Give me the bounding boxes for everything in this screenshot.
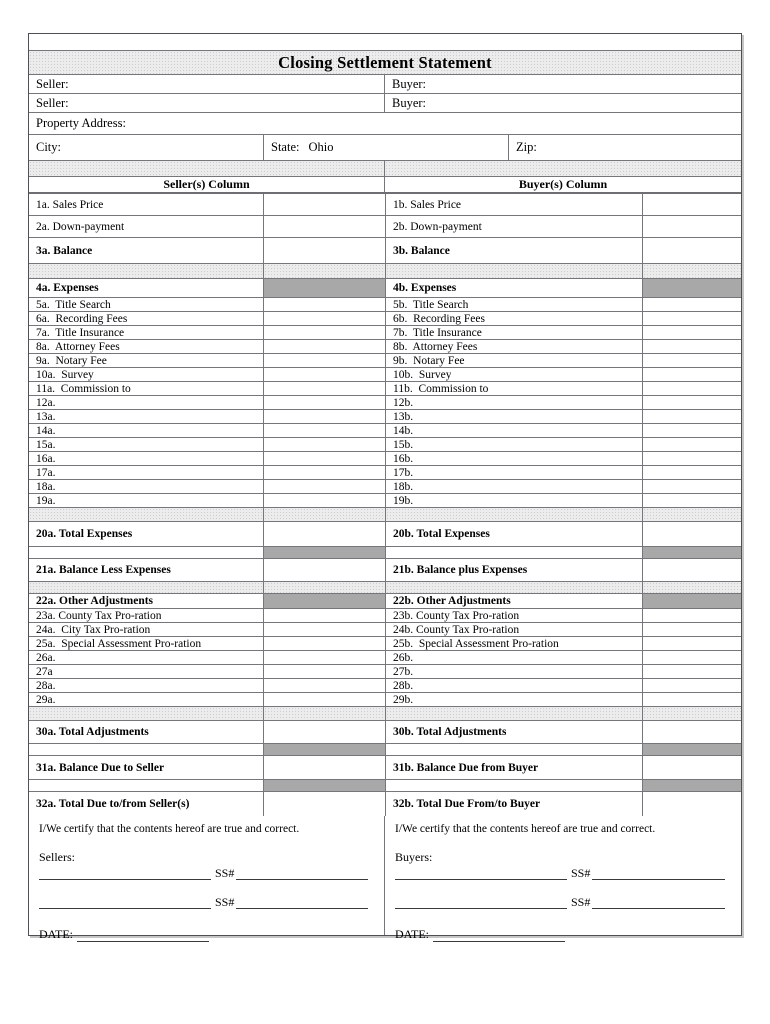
seller-amount-cell[interactable] [264, 522, 386, 546]
table-row [29, 480, 741, 494]
seller-amount-cell[interactable] [264, 665, 386, 678]
table-row [29, 721, 741, 744]
ss-label: SS# [571, 895, 591, 909]
spacer-cell [643, 707, 741, 720]
table-row [29, 508, 741, 522]
table-row [29, 780, 741, 792]
seller-item-label: 18a. [29, 480, 264, 493]
table-row [29, 438, 741, 452]
seller-ss-field-2[interactable] [236, 897, 368, 909]
seller-item-label: 6a. Recording Fees [29, 312, 264, 325]
buyer-amount-cell[interactable] [643, 494, 741, 507]
buyer-item-label: 25b. Special Assessment Pro-ration [386, 637, 643, 650]
buyer-amount-cell-shaded [643, 547, 741, 558]
seller-amount-cell[interactable] [264, 382, 386, 395]
seller-item-label: 20a. Total Expenses [29, 522, 264, 546]
table-row [29, 194, 741, 216]
spacer-cell [264, 582, 386, 593]
seller-amount-cell[interactable] [264, 452, 386, 465]
seller-amount-cell[interactable] [264, 756, 386, 779]
table-row [29, 582, 741, 594]
buyer-1-cell [385, 75, 741, 93]
ss-label: SS# [215, 866, 235, 880]
seller-label: Seller: [36, 76, 69, 91]
seller-amount-cell[interactable] [264, 651, 386, 664]
spacer-cell [643, 264, 741, 278]
buyer-amount-cell[interactable] [643, 665, 741, 678]
table-row [29, 756, 741, 780]
seller-item-label: 3a. Balance [29, 238, 264, 263]
buyer-item-label: 21b. Balance plus Expenses [386, 559, 643, 581]
table-row [29, 298, 741, 312]
city-label: City: [36, 140, 62, 154]
buyer-amount-cell[interactable] [643, 410, 741, 423]
table-row [29, 679, 741, 693]
seller-certification [29, 816, 385, 941]
spacer-cell [643, 582, 741, 593]
seller-item-label: 4a. Expenses [29, 279, 264, 297]
seller-item-label: 15a. [29, 438, 264, 451]
spacer-cell [264, 264, 386, 278]
buyer-blank-label [386, 744, 643, 755]
spacer-cell [29, 161, 385, 176]
table-row [29, 238, 741, 264]
table-row [29, 396, 741, 410]
seller-amount-cell[interactable] [264, 438, 386, 451]
buyer-amount-cell[interactable] [643, 480, 741, 493]
seller-item-label: 27a [29, 665, 264, 678]
buyer-item-label: 28b. [386, 679, 643, 692]
seller-item-label: 12a. [29, 396, 264, 409]
buyer-certification [385, 816, 741, 941]
buyer-label: Buyer: [392, 76, 427, 91]
buyer-blank-label [386, 547, 643, 558]
buyer-item-label: 24b. County Tax Pro-ration [386, 623, 643, 636]
buyer-signature-line-1[interactable] [395, 868, 567, 880]
buyer-amount-cell[interactable] [643, 559, 741, 581]
property-address-label: Property Address: [36, 116, 126, 130]
seller-amount-cell[interactable] [264, 368, 386, 381]
spacer-cell [386, 264, 643, 278]
seller-amount-cell-shaded [264, 594, 386, 608]
property-address-field[interactable] [126, 113, 741, 134]
table-row [29, 693, 741, 707]
seller-amount-cell[interactable] [264, 480, 386, 493]
buyer-amount-cell[interactable] [643, 609, 741, 622]
buyer-item-label: 11b. Commission to [386, 382, 643, 395]
buyer-name-field-2[interactable] [426, 94, 741, 112]
table-row [29, 354, 741, 368]
buyer-item-label: 1b. Sales Price [386, 194, 643, 215]
buyer-amount-cell[interactable] [643, 637, 741, 650]
seller-amount-cell[interactable] [264, 693, 386, 706]
buyer-item-label: 12b. [386, 396, 643, 409]
seller-item-label: 22a. Other Adjustments [29, 594, 264, 608]
spacer-row [29, 161, 741, 177]
seller-2-cell [29, 94, 385, 112]
column-header-row [29, 177, 741, 194]
buyer-amount-cell-shaded [643, 744, 741, 755]
city-field[interactable] [61, 135, 263, 160]
buyer-item-label: 19b. [386, 494, 643, 507]
buyer-amount-cell[interactable] [643, 340, 741, 353]
buyer-amount-cell[interactable] [643, 354, 741, 367]
buyer-item-label: 14b. [386, 424, 643, 437]
date-label: DATE: [39, 927, 73, 941]
seller-amount-cell[interactable] [264, 312, 386, 325]
buyer-amount-cell[interactable] [643, 368, 741, 381]
seller-column-header: Seller(s) Column [29, 177, 385, 192]
buyer-amount-cell[interactable] [643, 326, 741, 339]
seller-signature-row-1 [39, 866, 374, 880]
seller-ss-field-1[interactable] [236, 868, 368, 880]
ss-label: SS# [571, 866, 591, 880]
seller-amount-cell[interactable] [264, 679, 386, 692]
buyer-name-field-1[interactable] [426, 75, 741, 93]
table-row [29, 651, 741, 665]
seller-item-label: 13a. [29, 410, 264, 423]
spacer-cell [386, 582, 643, 593]
buyer-item-label: 10b. Survey [386, 368, 643, 381]
seller-signature-line-2[interactable] [39, 897, 211, 909]
seller-item-label: 24a. City Tax Pro-ration [29, 623, 264, 636]
buyer-amount-cell[interactable] [643, 382, 741, 395]
table-row [29, 547, 741, 559]
seller-item-label: 1a. Sales Price [29, 194, 264, 215]
seller-amount-cell[interactable] [264, 354, 386, 367]
buyer-amount-cell[interactable] [643, 194, 741, 215]
buyer-item-label: 2b. Down-payment [386, 216, 643, 237]
seller-item-label: 23a. County Tax Pro-ration [29, 609, 264, 622]
title-bar [29, 51, 741, 75]
table-row [29, 609, 741, 623]
table-row [29, 466, 741, 480]
buyer-item-label: 4b. Expenses [386, 279, 643, 297]
property-address-row [29, 113, 741, 135]
seller-item-label: 17a. [29, 466, 264, 479]
seller-item-label: 7a. Title Insurance [29, 326, 264, 339]
buyer-blank-label [386, 780, 643, 791]
buyer-ss-field-1[interactable] [592, 868, 725, 880]
seller-blank-label [29, 744, 264, 755]
buyer-amount-cell[interactable] [643, 721, 741, 743]
buyer-date-row [395, 927, 731, 942]
seller-amount-cell[interactable] [264, 792, 386, 816]
seller-amount-cell[interactable] [264, 466, 386, 479]
buyer-item-label: 31b. Balance Due from Buyer [386, 756, 643, 779]
buyers-label: Buyers: [395, 850, 433, 864]
table-row [29, 326, 741, 340]
seller-amount-cell[interactable] [264, 298, 386, 311]
table-row [29, 707, 741, 721]
table-row [29, 744, 741, 756]
seller-label: Seller: [36, 95, 69, 110]
table-row [29, 424, 741, 438]
buyer-item-label: 5b. Title Search [386, 298, 643, 311]
spacer-cell [386, 508, 643, 521]
buyer-amount-cell-shaded [643, 279, 741, 297]
buyer-amount-cell[interactable] [643, 623, 741, 636]
seller-item-label: 25a. Special Assessment Pro-ration [29, 637, 264, 650]
buyer-item-label: 15b. [386, 438, 643, 451]
buyer-amount-cell[interactable] [643, 424, 741, 437]
seller-item-label: 19a. [29, 494, 264, 507]
line-items-table [29, 194, 741, 816]
buyer-amount-cell[interactable] [643, 651, 741, 664]
buyer-signature-row-2 [395, 895, 731, 909]
buyer-amount-cell[interactable] [643, 693, 741, 706]
buyer-signature-line-2[interactable] [395, 897, 567, 909]
spacer-cell [29, 582, 264, 593]
seller-name-field-2[interactable] [69, 94, 384, 112]
buyer-amount-cell[interactable] [643, 756, 741, 779]
table-row [29, 216, 741, 238]
seller-item-label: 5a. Title Search [29, 298, 264, 311]
buyer-amount-cell[interactable] [643, 298, 741, 311]
buyer-amount-cell-shaded [643, 594, 741, 608]
seller-amount-cell-shaded [264, 744, 386, 755]
table-row [29, 792, 741, 816]
seller-amount-cell[interactable] [264, 340, 386, 353]
buyer-amount-cell[interactable] [643, 452, 741, 465]
buyer-item-label: 23b. County Tax Pro-ration [386, 609, 643, 622]
seller-item-label: 11a. Commission to [29, 382, 264, 395]
buyer-item-label: 6b. Recording Fees [386, 312, 643, 325]
buyer-2-cell [385, 94, 741, 112]
buyer-item-label: 26b. [386, 651, 643, 664]
table-row [29, 665, 741, 679]
buyer-certification-content [385, 816, 741, 942]
seller-name-field-1[interactable] [69, 75, 384, 93]
buyer-amount-cell[interactable] [643, 679, 741, 692]
seller-amount-cell[interactable] [264, 238, 386, 263]
seller-amount-cell[interactable] [264, 494, 386, 507]
spacer-cell [29, 264, 264, 278]
state-label: State: [271, 140, 300, 154]
seller-item-label: 30a. Total Adjustments [29, 721, 264, 743]
buyer-amount-cell[interactable] [643, 396, 741, 409]
buyer-item-label: 22b. Other Adjustments [386, 594, 643, 608]
seller-item-label: 10a. Survey [29, 368, 264, 381]
certification-statement: I/We certify that the contents hereof are true and correct. [39, 823, 300, 835]
seller-item-label: 21a. Balance Less Expenses [29, 559, 264, 581]
spacer-cell [643, 508, 741, 521]
state-cell [264, 135, 509, 160]
seller-amount-cell[interactable] [264, 637, 386, 650]
table-row [29, 279, 741, 298]
table-row [29, 410, 741, 424]
seller-blank-label [29, 780, 264, 791]
sellers-label: Sellers: [39, 850, 75, 864]
buyer-item-label: 29b. [386, 693, 643, 706]
buyer-signature-row-1 [395, 866, 731, 880]
buyer-item-label: 13b. [386, 410, 643, 423]
table-row [29, 264, 741, 279]
table-row [29, 452, 741, 466]
buyer-amount-cell[interactable] [643, 238, 741, 263]
blank-top-row [29, 34, 741, 51]
certification-statement: I/We certify that the contents hereof are true and correct. [395, 823, 656, 835]
page-title: Closing Settlement Statement [278, 52, 492, 72]
seller-amount-cell[interactable] [264, 194, 386, 215]
seller-amount-cell-shaded [264, 780, 386, 791]
seller-amount-cell[interactable] [264, 721, 386, 743]
seller-item-label: 2a. Down-payment [29, 216, 264, 237]
seller-item-label: 16a. [29, 452, 264, 465]
seller-item-label: 26a. [29, 651, 264, 664]
zip-label: Zip: [516, 140, 537, 154]
table-row [29, 559, 741, 582]
party-row-2 [29, 94, 741, 113]
seller-amount-cell[interactable] [264, 326, 386, 339]
seller-item-label: 8a. Attorney Fees [29, 340, 264, 353]
buyer-column-header: Buyer(s) Column [518, 177, 608, 191]
seller-date-row [39, 927, 374, 942]
buyer-item-label: 7b. Title Insurance [386, 326, 643, 339]
table-row [29, 494, 741, 508]
seller-amount-cell[interactable] [264, 216, 386, 237]
buyer-item-label: 16b. [386, 452, 643, 465]
buyer-amount-cell-shaded [643, 780, 741, 791]
seller-certification-content [29, 816, 384, 942]
buyer-amount-cell[interactable] [643, 216, 741, 237]
seller-signature-row-2 [39, 895, 374, 909]
zip-cell [509, 135, 741, 160]
seller-item-label: 9a. Notary Fee [29, 354, 264, 367]
seller-amount-cell-shaded [264, 547, 386, 558]
spacer-cell [264, 707, 386, 720]
buyer-item-label: 27b. [386, 665, 643, 678]
spacer-cell [386, 707, 643, 720]
spacer-cell [385, 161, 741, 176]
seller-amount-cell-shaded [264, 279, 386, 297]
seller-item-label: 29a. [29, 693, 264, 706]
state-value[interactable]: Ohio [308, 140, 334, 154]
settlement-form [28, 33, 742, 941]
seller-item-label: 14a. [29, 424, 264, 437]
table-row [29, 637, 741, 651]
seller-date-field[interactable] [77, 930, 209, 942]
buyer-item-label: 3b. Balance [386, 238, 643, 263]
certification-row [29, 816, 741, 941]
buyer-amount-cell[interactable] [643, 312, 741, 325]
date-label: DATE: [395, 927, 429, 941]
buyer-item-label: 9b. Notary Fee [386, 354, 643, 367]
buyer-item-label: 32b. Total Due From/to Buyer [386, 792, 643, 816]
ss-label: SS# [215, 895, 235, 909]
seller-amount-cell[interactable] [264, 623, 386, 636]
buyer-amount-cell[interactable] [643, 438, 741, 451]
spacer-cell [29, 707, 264, 720]
property-address-cell [29, 113, 741, 134]
spacer-cell [29, 508, 264, 521]
seller-amount-cell[interactable] [264, 396, 386, 409]
seller-item-label: 32a. Total Due to/from Seller(s) [29, 792, 264, 816]
buyer-amount-cell[interactable] [643, 522, 741, 546]
seller-item-label: 31a. Balance Due to Seller [29, 756, 264, 779]
city-state-zip-row [29, 135, 741, 161]
buyer-date-field[interactable] [433, 930, 565, 942]
table-row [29, 340, 741, 354]
buyer-ss-field-2[interactable] [592, 897, 725, 909]
buyer-item-label: 30b. Total Adjustments [386, 721, 643, 743]
buyer-label: Buyer: [392, 95, 427, 110]
seller-amount-cell[interactable] [264, 410, 386, 423]
table-row [29, 368, 741, 382]
table-row [29, 522, 741, 547]
table-row [29, 312, 741, 326]
city-cell [29, 135, 264, 160]
party-row-1 [29, 75, 741, 94]
buyer-amount-cell[interactable] [643, 466, 741, 479]
seller-1-cell [29, 75, 385, 93]
zip-field[interactable] [537, 135, 741, 160]
seller-amount-cell[interactable] [264, 424, 386, 437]
buyer-item-label: 18b. [386, 480, 643, 493]
buyer-item-label: 20b. Total Expenses [386, 522, 643, 546]
seller-blank-label [29, 547, 264, 558]
seller-signature-line-1[interactable] [39, 868, 211, 880]
seller-item-label: 28a. [29, 679, 264, 692]
table-row [29, 594, 741, 609]
table-row [29, 382, 741, 396]
table-row [29, 623, 741, 637]
buyer-item-label: 8b. Attorney Fees [386, 340, 643, 353]
spacer-cell [264, 508, 386, 521]
seller-amount-cell[interactable] [264, 609, 386, 622]
buyer-item-label: 17b. [386, 466, 643, 479]
seller-amount-cell[interactable] [264, 559, 386, 581]
buyer-amount-cell[interactable] [643, 792, 741, 816]
